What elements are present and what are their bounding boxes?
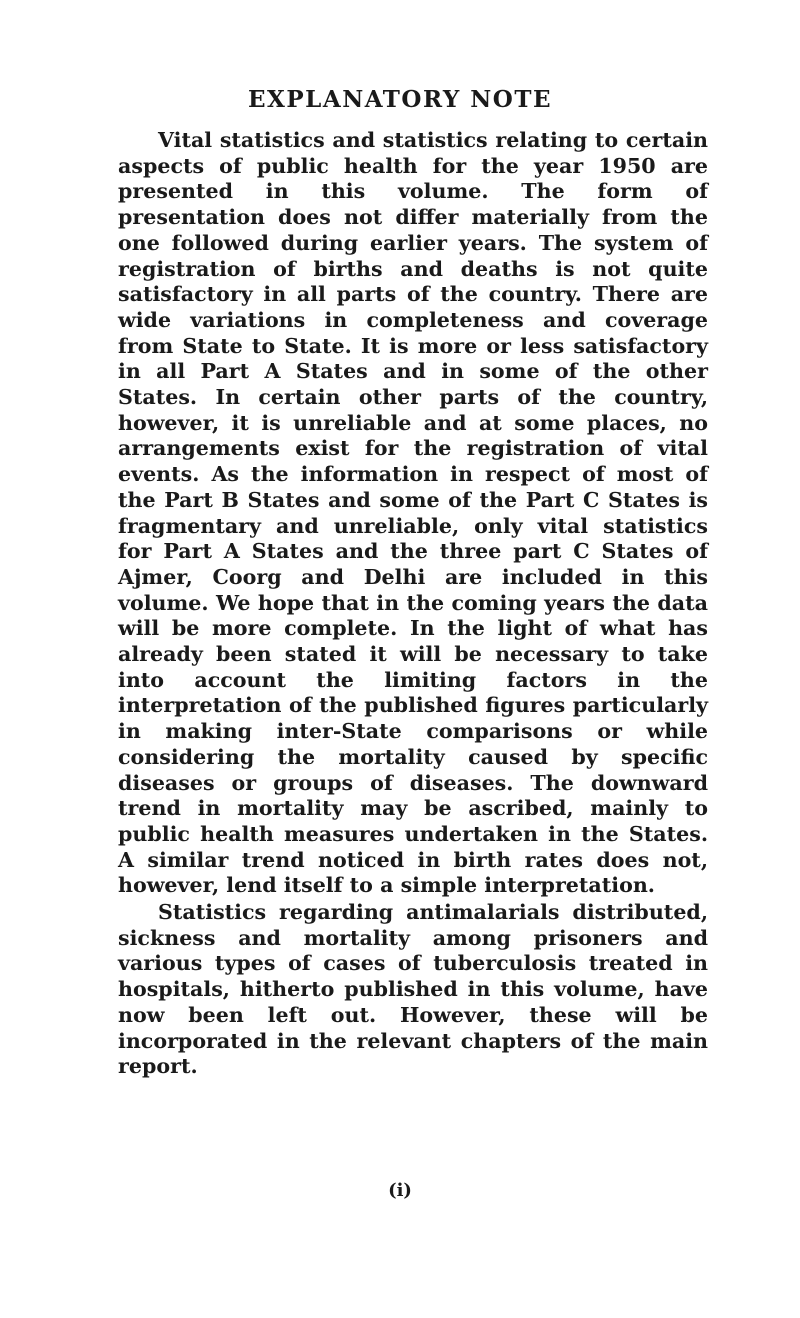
- page-heading: EXPLANATORY NOTE: [248, 86, 552, 113]
- page-number: (i): [388, 1180, 412, 1201]
- paragraph-antimalarials: Statistics regarding antimalarials distributed, sickness and mortality among prisoners and various types of cases of tuberculosis treated in hospitals, hitherto published in this volume, have now been left out. However, these will be incorporated in the relevant chapters of the main report.: [118, 900, 708, 1079]
- paragraph-vital-statistics: Vital statistics and statistics relating to certain aspects of public health for the year 1950 are presented in this volume. The form of presentation does not differ materially from the one followed during earlier years. The system of registration of births and deaths is not quite satisfactory in all parts of the country. There are wide variations in completeness and coverage from State to State. It is more or less satisfactory in all Part A States and in some of the other States. In certain other parts of the country, however, it is unreliable and at some places, no arrangements exist for the registration of vital events. As the information in respect of most of the Part B States and some of the Part C States is fragmentary and unreliable, only vital statistics for Part A States and the three part C States of Ajmer, Coorg and Delhi are included in this volume. We hope that in the coming years the data will be more complete. In the light of what has already been stated it will be necessary to take into account the limiting factors in the interpretation of the published figures particularly in making inter-State comparisons or while considering the mortality caused by specific diseases or groups of diseases. The downward trend in mortality may be ascribed, mainly to public health measures undertaken in the States. A similar trend noticed in birth rates does not, however, lend itself to a simple interpretation.: [118, 128, 708, 898]
